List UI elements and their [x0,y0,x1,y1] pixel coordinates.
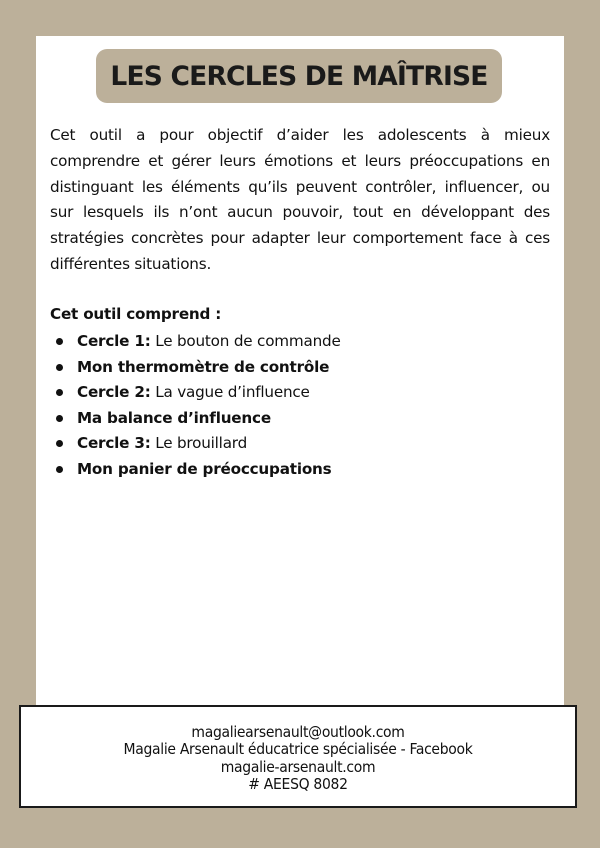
intro-paragraph: Cet outil a pour objectif d’aider les adolescents à mieux comprendre et gérer leurs émotions et leurs préoccupations en distinguant les éléments qu’ils peuvent contrôler, influencer, ou sur lesquels ils n’ont aucun pouvoir, tout en développant des stratégies concrètes pour adapter leur comportement face à ces différentes situations. [50,126,550,273]
content-sheet [36,36,564,726]
list-item-prefix: Ma balance d’influence [77,408,271,427]
list-item-prefix: Cercle 2: [77,383,151,402]
list-item [50,355,341,381]
list-item [50,380,341,406]
footer-member-id: # AEESQ 8082 [248,775,348,793]
page-title: LES CERCLES DE MAÎTRISE [110,60,488,92]
list-item [50,431,341,457]
list-item [50,329,341,355]
footer-website[interactable]: magalie-arsenault.com [220,757,376,776]
list-item-prefix: Mon panier de préoccupations [77,459,332,478]
list-item-text: Le bouton de commande [150,332,341,350]
list-item-text: Le brouillard [150,434,248,453]
footer-facebook[interactable]: Magalie Arsenault éducatrice spécialisée - Facebook [123,740,473,758]
list-item-text: La vague d’influence [150,383,310,402]
list-item [50,406,341,432]
contact-footer [19,705,577,808]
list-heading: Cet outil comprend : [50,305,222,323]
list-item-prefix: Cercle 1: [77,332,151,350]
footer-email[interactable]: magaliearsenault@outlook.com [191,722,405,741]
list-item-prefix: Cercle 3: [77,434,151,453]
tool-list [50,329,341,483]
title-banner [96,49,502,103]
list-item-prefix: Mon thermomètre de contrôle [77,357,330,376]
list-item [50,457,341,483]
